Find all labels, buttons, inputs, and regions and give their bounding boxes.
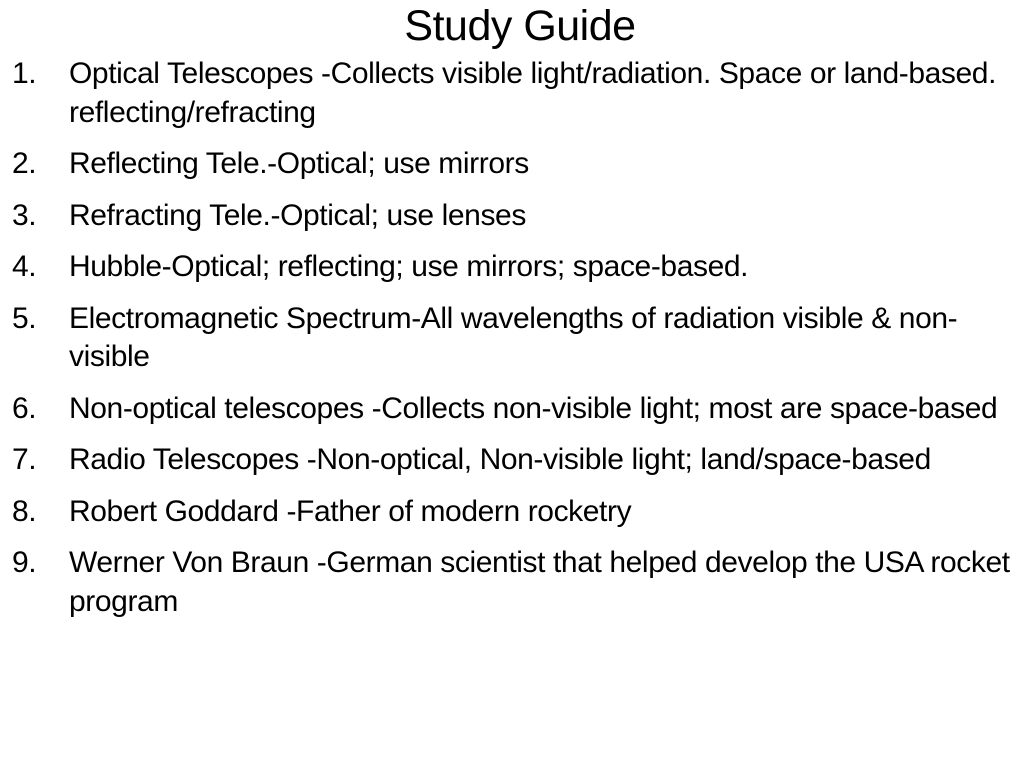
item-text: Robert Goddard -Father of modern rocketry (69, 494, 632, 528)
item-text: Non-optical telescopes -Collects non-visible light; most are space-based (69, 391, 998, 425)
list-item (0, 544, 1010, 621)
item-number: 1. (12, 57, 37, 90)
list-item (0, 300, 1010, 377)
list-item (0, 197, 1010, 236)
list-item (0, 248, 1010, 287)
item-number: 6. (12, 391, 37, 425)
item-number: 4. (12, 250, 37, 283)
item-number: 2. (12, 147, 37, 180)
item-number: 8. (12, 494, 37, 528)
item-text: Refracting Tele.-Optical; use lenses (69, 198, 526, 232)
list-item (0, 390, 1010, 429)
item-number: 9. (12, 546, 37, 579)
item-number: 3. (12, 198, 37, 232)
item-text: Reflecting Tele.-Optical; use mirrors (69, 147, 529, 180)
slide-title: Study Guide (404, 2, 636, 50)
study-guide-list (0, 55, 1010, 634)
list-item (0, 55, 1010, 132)
item-number: 5. (12, 301, 37, 335)
item-text: Hubble-Optical; reflecting; use mirrors; space-based. (69, 250, 749, 283)
item-text: Electromagnetic Spectrum-All wavelengths of radiation visible & non-visible (69, 301, 958, 373)
item-text: Werner Von Braun -German scientist that helped develop the USA rocket program (69, 546, 1010, 618)
item-number: 7. (12, 443, 37, 476)
list-item (0, 145, 1010, 184)
item-text: Optical Telescopes -Collects visible light/radiation. Space or land-based. reflecting/refracting (69, 57, 997, 129)
item-text: Radio Telescopes -Non-optical, Non-visible light; land/space-based (69, 443, 931, 476)
list-item (0, 493, 1010, 532)
list-item (0, 441, 1010, 480)
